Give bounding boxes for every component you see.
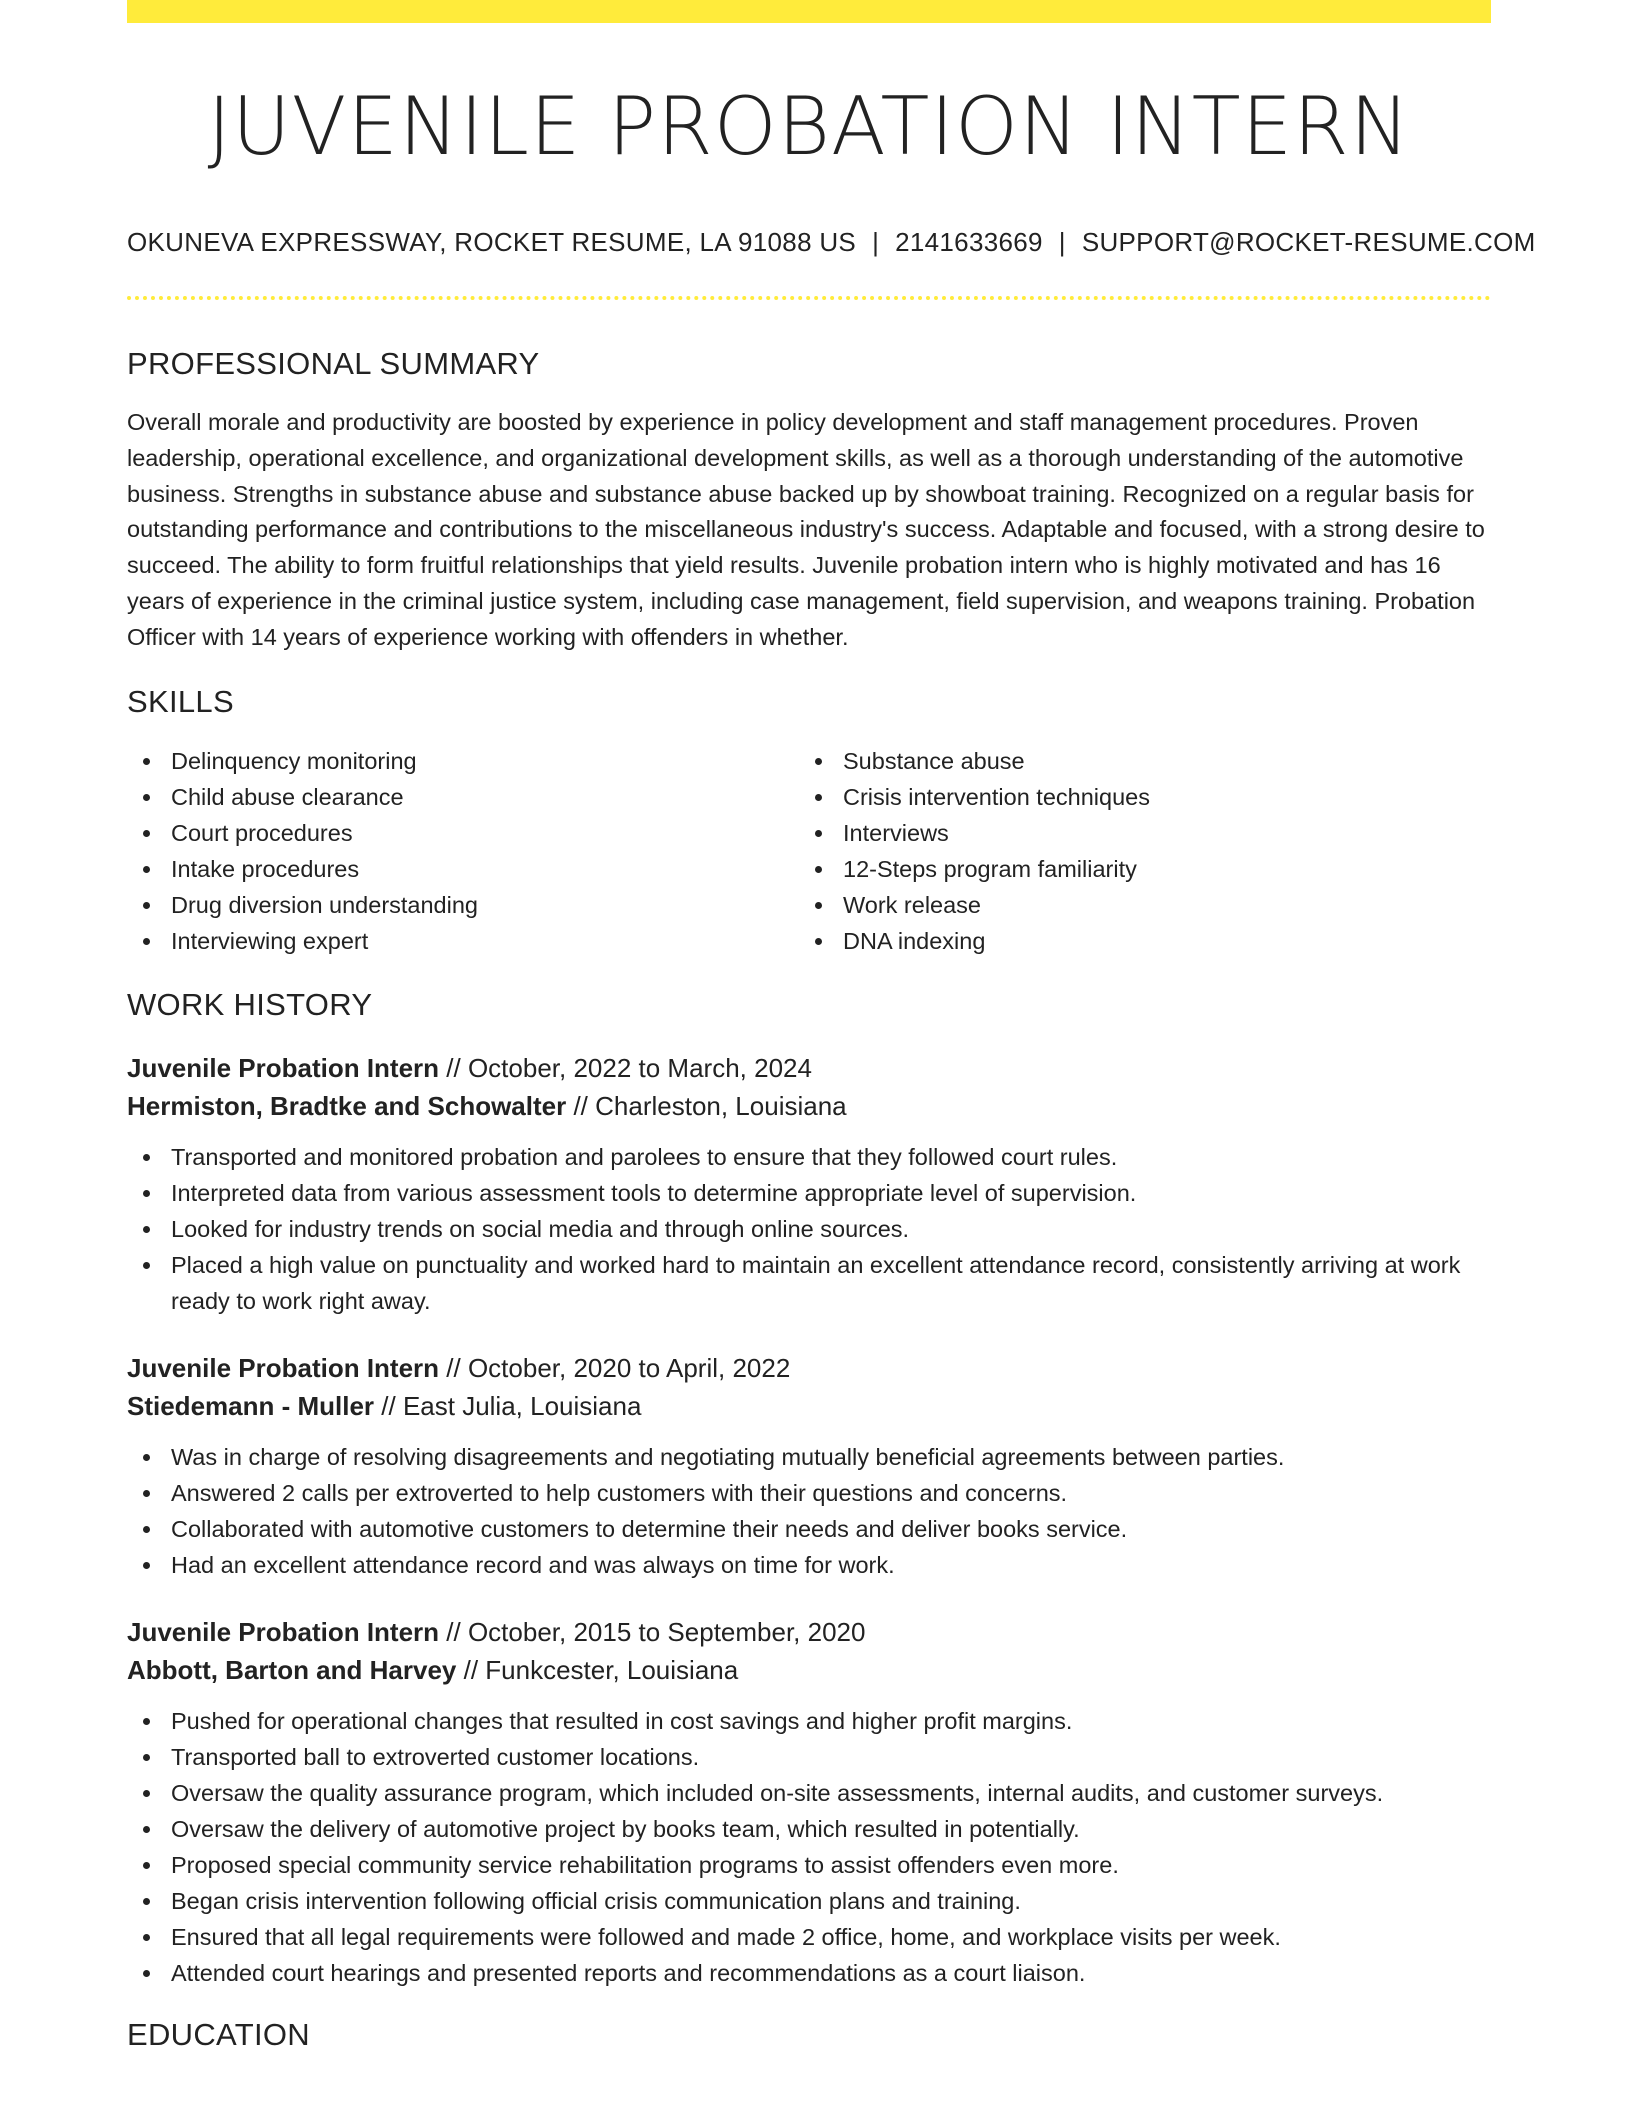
job-company: Abbott, Barton and Harvey xyxy=(127,1654,457,1685)
resume-title: JUVENILE PROBATION INTERN xyxy=(207,80,1411,173)
skill-item: DNA indexing xyxy=(799,923,1471,959)
skill-item: Interviews xyxy=(799,815,1471,851)
job-bullet: Placed a high value on punctuality and worked hard to maintain an excellent attendance record, consistently arriving at work ready to work right away. xyxy=(127,1247,1491,1319)
skills-list xyxy=(127,743,1491,959)
job-company-line xyxy=(127,1087,1491,1125)
job-bullet: Pushed for operational changes that resulted in cost savings and higher profit margins. xyxy=(127,1703,1491,1739)
job-location: // Funkcester, Louisiana xyxy=(456,1654,739,1685)
job-dates: // October, 2015 to September, 2020 xyxy=(439,1616,866,1647)
job-bullet: Transported and monitored probation and parolees to ensure that they followed court rules. xyxy=(127,1139,1491,1175)
job-role: Juvenile Probation Intern xyxy=(127,1352,440,1383)
skill-item: 12-Steps program familiarity xyxy=(799,851,1471,887)
job-bullet: Oversaw the delivery of automotive project by books team, which resulted in potentially. xyxy=(127,1811,1491,1847)
skill-item: Intake procedures xyxy=(127,851,799,887)
job-company-line xyxy=(127,1387,1491,1425)
skill-item: Court procedures xyxy=(127,815,799,851)
job-role: Juvenile Probation Intern xyxy=(127,1052,440,1083)
job-entry xyxy=(127,1613,1491,1991)
job-company: Stiedemann - Muller xyxy=(127,1390,375,1421)
job-bullets xyxy=(127,1439,1491,1583)
job-bullet: Was in charge of resolving disagreements and negotiating mutually beneficial agreements between parties. xyxy=(127,1439,1491,1475)
job-bullets xyxy=(127,1703,1491,1991)
job-dates: // October, 2020 to April, 2022 xyxy=(439,1352,791,1383)
skill-item: Crisis intervention techniques xyxy=(799,779,1471,815)
skill-item: Work release xyxy=(799,887,1471,923)
job-bullet: Began crisis intervention following official crisis communication plans and training. xyxy=(127,1883,1491,1919)
job-company: Hermiston, Bradtke and Schowalter xyxy=(127,1090,567,1121)
skill-item: Interviewing expert xyxy=(127,923,799,959)
job-role-line xyxy=(127,1613,1491,1651)
job-entry xyxy=(127,1349,1491,1583)
job-bullets xyxy=(127,1139,1491,1319)
job-location: // Charleston, Louisiana xyxy=(566,1090,847,1121)
job-bullet: Proposed special community service rehabilitation programs to assist offenders even more. xyxy=(127,1847,1491,1883)
contact-separator: | xyxy=(872,227,880,257)
skill-item: Substance abuse xyxy=(799,743,1471,779)
skill-item: Child abuse clearance xyxy=(127,779,799,815)
job-entry xyxy=(127,1049,1491,1319)
contact-address: OKUNEVA EXPRESSWAY, ROCKET RESUME, LA 91088 US xyxy=(127,227,857,257)
resume-page xyxy=(127,0,1536,2053)
work-history-heading: WORK HISTORY xyxy=(127,986,373,1022)
dotted-divider xyxy=(127,296,1491,300)
job-dates: // October, 2022 to March, 2024 xyxy=(439,1052,812,1083)
skills-column-left xyxy=(127,743,799,959)
job-bullet: Interpreted data from various assessment tools to determine appropriate level of supervision. xyxy=(127,1175,1491,1211)
contact-phone: 2141633669 xyxy=(895,227,1043,257)
skills-heading: SKILLS xyxy=(127,683,234,719)
contact-email: SUPPORT@ROCKET-RESUME.COM xyxy=(1081,227,1536,257)
job-bullet: Transported ball to extroverted customer locations. xyxy=(127,1739,1491,1775)
skills-column-right xyxy=(799,743,1471,959)
job-bullet: Oversaw the quality assurance program, which included on-site assessments, internal audits, and customer surveys. xyxy=(127,1775,1491,1811)
job-role: Juvenile Probation Intern xyxy=(127,1616,440,1647)
top-accent-bar xyxy=(127,0,1491,23)
job-role-line xyxy=(127,1349,1491,1387)
skill-item: Drug diversion understanding xyxy=(127,887,799,923)
contact-separator: | xyxy=(1058,227,1066,257)
job-location: // East Julia, Louisiana xyxy=(374,1390,642,1421)
job-role-line xyxy=(127,1049,1491,1087)
job-bullet: Ensured that all legal requirements were followed and made 2 office, home, and workplace visits per week. xyxy=(127,1919,1491,1955)
job-bullet: Answered 2 calls per extroverted to help customers with their questions and concerns. xyxy=(127,1475,1491,1511)
skill-item: Delinquency monitoring xyxy=(127,743,799,779)
job-bullet: Attended court hearings and presented reports and recommendations as a court liaison. xyxy=(127,1955,1491,1991)
job-bullet: Collaborated with automotive customers to determine their needs and deliver books service. xyxy=(127,1511,1491,1547)
contact-line xyxy=(127,227,1536,258)
job-bullet: Had an excellent attendance record and was always on time for work. xyxy=(127,1547,1491,1583)
summary-heading: PROFESSIONAL SUMMARY xyxy=(127,346,540,381)
summary-text: Overall morale and productivity are boosted by experience in policy development and staff management procedures. Proven leadership, operational excellence, and organizational development skills, as well as a thorough understanding of the automotive business. Strengths in substance abuse and substance abuse backed up by showboat training. Recognized on a regular basis for outstanding performance and contributions to the miscellaneous industry's success. Adaptable and focused, with a strong desire to succeed. The ability to form fruitful relationships that yield results. Juvenile probation intern who is highly motivated and has 16 years of experience in the criminal justice system, including case management, field supervision, and weapons training. Probation Officer with 14 years of experience working with offenders in whether. xyxy=(127,409,1485,650)
job-company-line xyxy=(127,1651,1491,1689)
job-bullet: Looked for industry trends on social media and through online sources. xyxy=(127,1211,1491,1247)
education-heading: EDUCATION xyxy=(127,2016,310,2052)
